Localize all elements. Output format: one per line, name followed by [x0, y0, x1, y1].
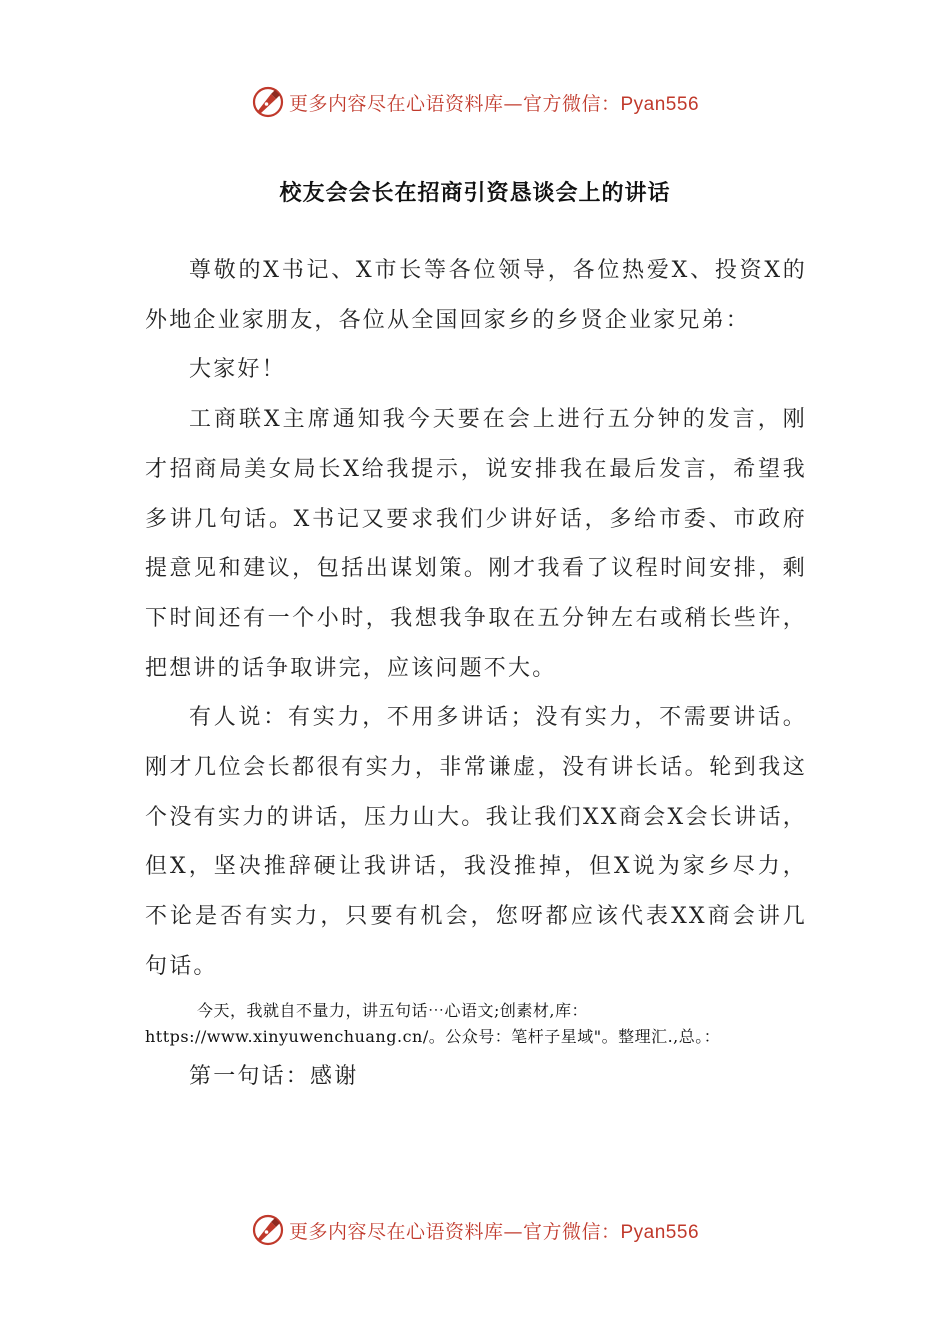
document-body [145, 246, 807, 1101]
paragraph-source-note: 今天，我就自不量力，讲五句话⋯心语文;创素材,库：https://www.xinyuwenchuang.cn/。公众号：笔杆子星域"。整理汇.,总。： [145, 1000, 721, 1046]
header-banner [0, 82, 950, 122]
header-banner-label: 更多内容尽在心语资料库—官方微信： [288, 92, 621, 115]
paragraph-salutation: 尊敬的X书记、X市长等各位领导，各位热爱X、投资X的外地企业家朋友，各位从全国回家乡的乡贤企业家兄弟： [145, 258, 807, 333]
footer-banner [0, 1210, 950, 1250]
pen-nib-logo-icon [251, 85, 285, 119]
paragraph-strength: 有人说：有实力，不用多讲话；没有实力，不需要讲话。刚才几位会长都很有实力，非常谦虚，没有讲长话。轮到我这个没有实力的讲话，压力山大。我让我们XX商会X会长讲话，但X，坚决推辞硬让我讲话，我没推掉，但X说为家乡尽力，不论是否有实力，只要有机会，您呀都应该代表XX商会讲几句话。 [145, 705, 807, 979]
pen-nib-logo-icon [251, 1213, 285, 1247]
footer-banner-label: 更多内容尽在心语资料库—官方微信： [288, 1220, 621, 1243]
paragraph-greeting: 大家好！ [189, 357, 286, 383]
footer-wechat-id: Pyan556 [620, 1221, 700, 1243]
footer-banner-text [289, 1217, 699, 1244]
paragraph-intro: 工商联X主席通知我今天要在会上进行五分钟的发言，刚才招商局美女局长X给我提示，说安排我在最后发言，希望我多讲几句话。X书记又要求我们少讲好话，多给市委、市政府提意见和建议，包括出谋划策。刚才我看了议程时间安排，剩下时间还有一个小时，我想我争取在五分钟左右或稍长些许，把想讲的话争取讲完，应该问题不大。 [145, 407, 807, 681]
document-title: 校友会会长在招商引资恳谈会上的讲话 [279, 181, 671, 206]
section-heading: 第一句话：感谢 [189, 1063, 359, 1089]
header-wechat-id: Pyan556 [620, 93, 700, 115]
header-banner-text [289, 89, 699, 116]
